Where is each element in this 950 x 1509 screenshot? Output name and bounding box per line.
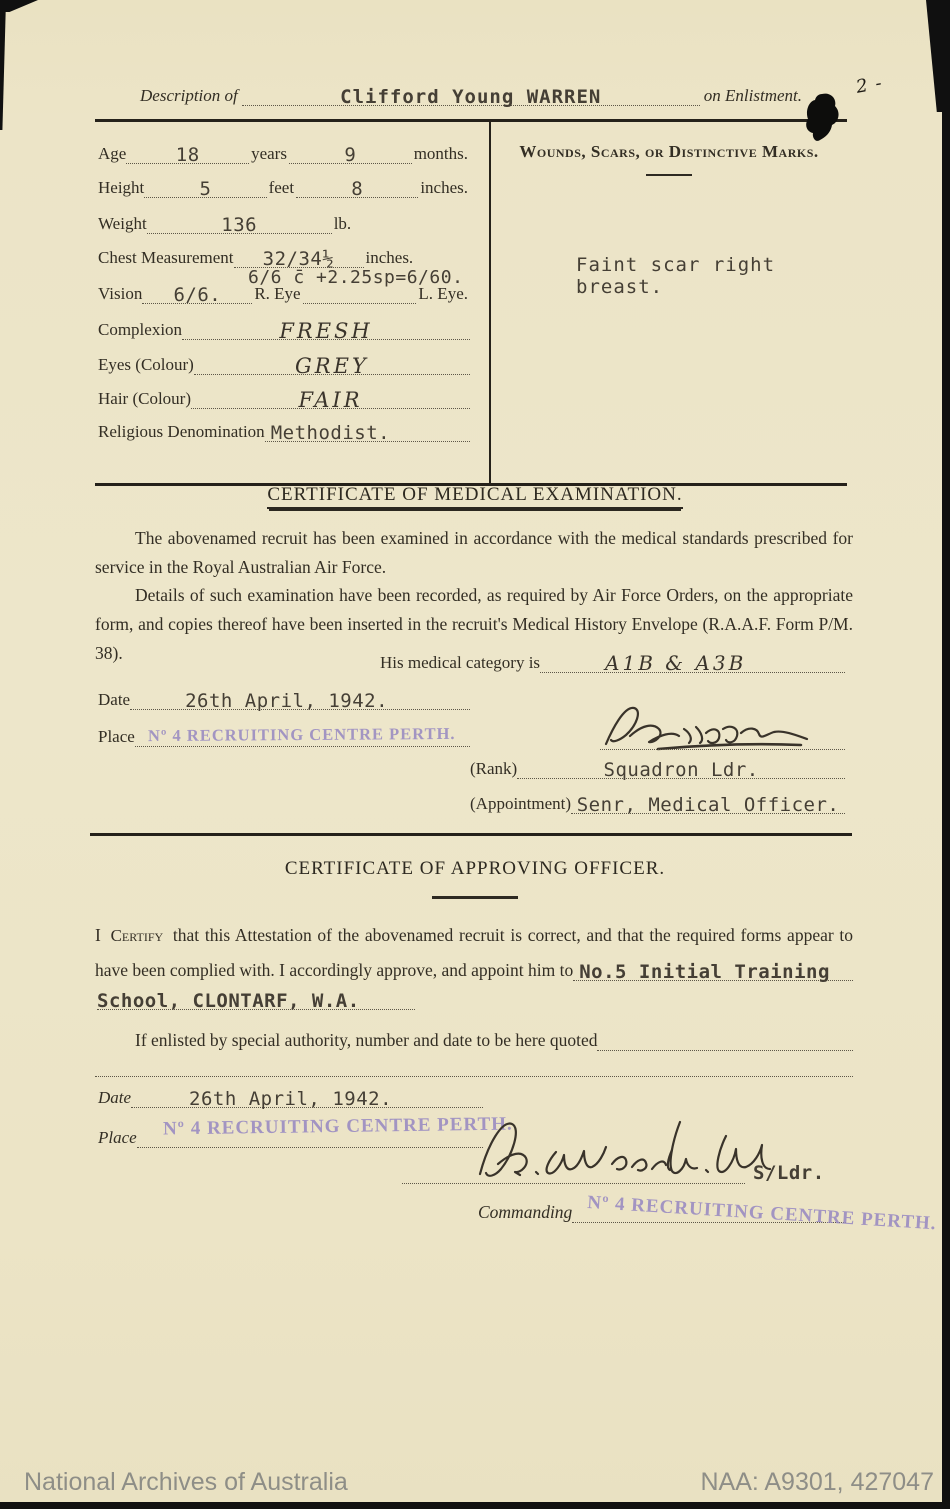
full-dotted-line [95,1076,853,1077]
chest-fill [234,248,364,268]
vision-right-eye-label: R. Eye [254,284,301,303]
appointment-fill [571,794,845,814]
height-unit-inches: inches. [420,178,469,197]
appointed-to-fill [573,961,853,981]
commanding-label: Commanding [478,1202,573,1222]
medical-officer-signature [598,698,816,752]
complexion-fill [182,318,470,343]
religion-fill [265,422,470,442]
appointment-row [470,794,845,814]
height-inches-value: 8 [351,178,364,200]
medical-date-label: Date [98,690,131,709]
wounds-box [491,122,847,483]
medical-date-fill [130,690,470,710]
field-weight [98,214,470,234]
wounds-heading-dash [646,174,692,176]
appointment-label: (Appointment) [470,794,572,813]
footer-archive-name: National Archives of Australia [24,1468,348,1496]
header-row [140,86,802,106]
vision-label: Vision [98,284,143,303]
description-label: Description of [140,86,238,105]
chest-label: Chest Measurement [98,248,234,267]
medical-cert-title [0,484,950,506]
rank-value: Squadron Ldr. [603,759,759,781]
approving-paragraph-line1 [95,925,853,946]
medical-cert-paragraph-2: Details of such examination have been recorded, as required by Air Force Orders, on the appropriate form, and copies thereof have been inserted in the recruit's Medical History Envelope (R.A.A.F. Form P/M. 38). [95,585,853,663]
appointment-value: Senr, Medical Officer. [576,794,840,816]
chest-value: 32/34½ [262,248,335,270]
age-label: Age [98,144,127,163]
wounds-heading: Wounds, Scars, or Distinctive Marks. [519,142,819,161]
approving-paragraph-line2 [95,960,853,981]
rank-fill [517,759,845,779]
certify-word: Certify [110,926,164,945]
approving-cert-title: CERTIFICATE OF APPROVING OFFICER. [284,858,666,879]
height-feet-fill [144,178,266,198]
recruit-name: Clifford Young WARREN [340,86,602,108]
medical-signature-line [600,749,845,750]
ink-blot [804,92,842,144]
certify-i: I [95,925,101,945]
hair-fill [191,387,470,412]
age-months-value: 9 [344,144,357,166]
medical-category-fill [540,652,845,673]
approving-officer-signature [468,1112,778,1188]
hair-value: FAIR [298,388,363,412]
approving-date-row [98,1088,483,1108]
medical-place-label: Place [98,727,135,746]
approving-signature-line [402,1183,745,1184]
religion-value: Methodist. [270,422,391,444]
medical-category-value: A1B & A3B [605,651,747,675]
weight-unit: lb. [333,214,352,233]
chest-unit: inches. [365,248,414,267]
medical-category-row [380,652,845,673]
enlistment-label: on Enlistment. [703,86,802,105]
eyes-label: Eyes (Colour) [98,355,194,374]
footer-reference: NAA: A9301, 427047 [700,1468,934,1496]
vision-prescription: 6/6 c̄ +2.25sp=6/60. [248,267,464,288]
complexion-value: FRESH [279,319,373,343]
rank-label: (Rank) [470,759,518,778]
vision-left-eye-label: L. Eye. [418,284,468,303]
height-label: Height [98,178,145,197]
vision-value: 6/6. [173,284,222,306]
special-authority-label: If enlisted by special authority, number and date to be here quoted [135,1030,598,1050]
field-hair [98,387,470,412]
medical-date-row [98,690,470,710]
appointed-to-line1: No.5 Initial Training [579,961,830,983]
approving-place-label: Place [98,1128,137,1147]
age-unit-years: years [251,144,287,163]
medical-cert-paragraph-1: The abovenamed recruit has been examined in accordance with the medical standards prescribed for service in the Royal Australian Air Force. [95,528,853,577]
stamp-no4-recruiting-centre-medical: Nº 4 RECRUITING CENTRE PERTH. [147,723,456,746]
height-inches-fill [296,178,418,198]
complexion-label: Complexion [98,320,183,339]
wounds-entry: Faint scar right breast. [576,254,776,298]
field-eyes [98,353,470,378]
field-vision [98,267,470,306]
scan-edge-right-top [926,0,950,112]
field-age [98,144,470,164]
approving-paragraph-line3 [97,990,415,1010]
approving-place-fill [137,1147,483,1148]
age-months-fill [289,144,412,164]
stamp-no4-recruiting-centre-place: Nº 4 RECRUITING CENTRE PERTH. [162,1113,513,1140]
weight-fill [147,214,332,234]
appointed-to-line2: School, CLONTARF, W.A. [97,990,360,1012]
appointed-to-line2-fill [97,990,415,1010]
weight-label: Weight [98,214,147,233]
certify-rest: that this Attestation of the abovenamed recruit is correct, and that the required forms appear to [172,925,854,945]
rank-row [470,759,845,779]
scan-edge-bottom [0,1502,950,1509]
scan-edge-right [942,0,950,1509]
field-religion [98,422,470,442]
corner-annotation: 2- [854,71,892,98]
age-unit-months: months. [413,144,469,163]
approving-date-fill [131,1088,483,1108]
recruit-name-field [242,86,700,106]
approving-date-label: Date [98,1088,132,1107]
vision-right-fill [142,284,252,304]
medical-cert-title-text: CERTIFICATE OF MEDICAL EXAMINATION. [267,484,682,509]
hair-label: Hair (Colour) [98,389,192,408]
stamp-no4-recruiting-centre-commanding: Nº 4 RECRUITING CENTRE PERTH. [586,1192,938,1235]
mid-rule [90,833,852,836]
religion-label: Religious Denomination [98,422,265,441]
officer-rank: S/Ldr. [753,1162,825,1184]
height-unit-feet: feet [268,178,295,197]
field-complexion [98,318,470,343]
eyes-value: GREY [295,354,369,378]
age-years-fill [126,144,249,164]
approving-title-dash [432,896,518,899]
complied-text: have been complied with. I accordingly approve, and appoint him to [95,960,574,980]
special-authority-fill [597,1050,853,1051]
eyes-fill [194,353,470,378]
age-years-value: 18 [175,144,200,166]
scan-edge-left-sliver [0,0,6,130]
approving-date-value: 26th April, 1942. [189,1088,393,1110]
weight-value: 136 [221,214,258,236]
medical-date-value: 26th April, 1942. [185,690,389,712]
height-feet-value: 5 [199,178,212,200]
description-table [95,122,847,485]
special-authority-row [95,1030,853,1051]
field-height [98,178,470,198]
medical-category-label: His medical category is [380,653,541,672]
field-chest [98,248,470,268]
vision-left-fill [303,303,417,304]
medical-place-fill [135,746,470,747]
